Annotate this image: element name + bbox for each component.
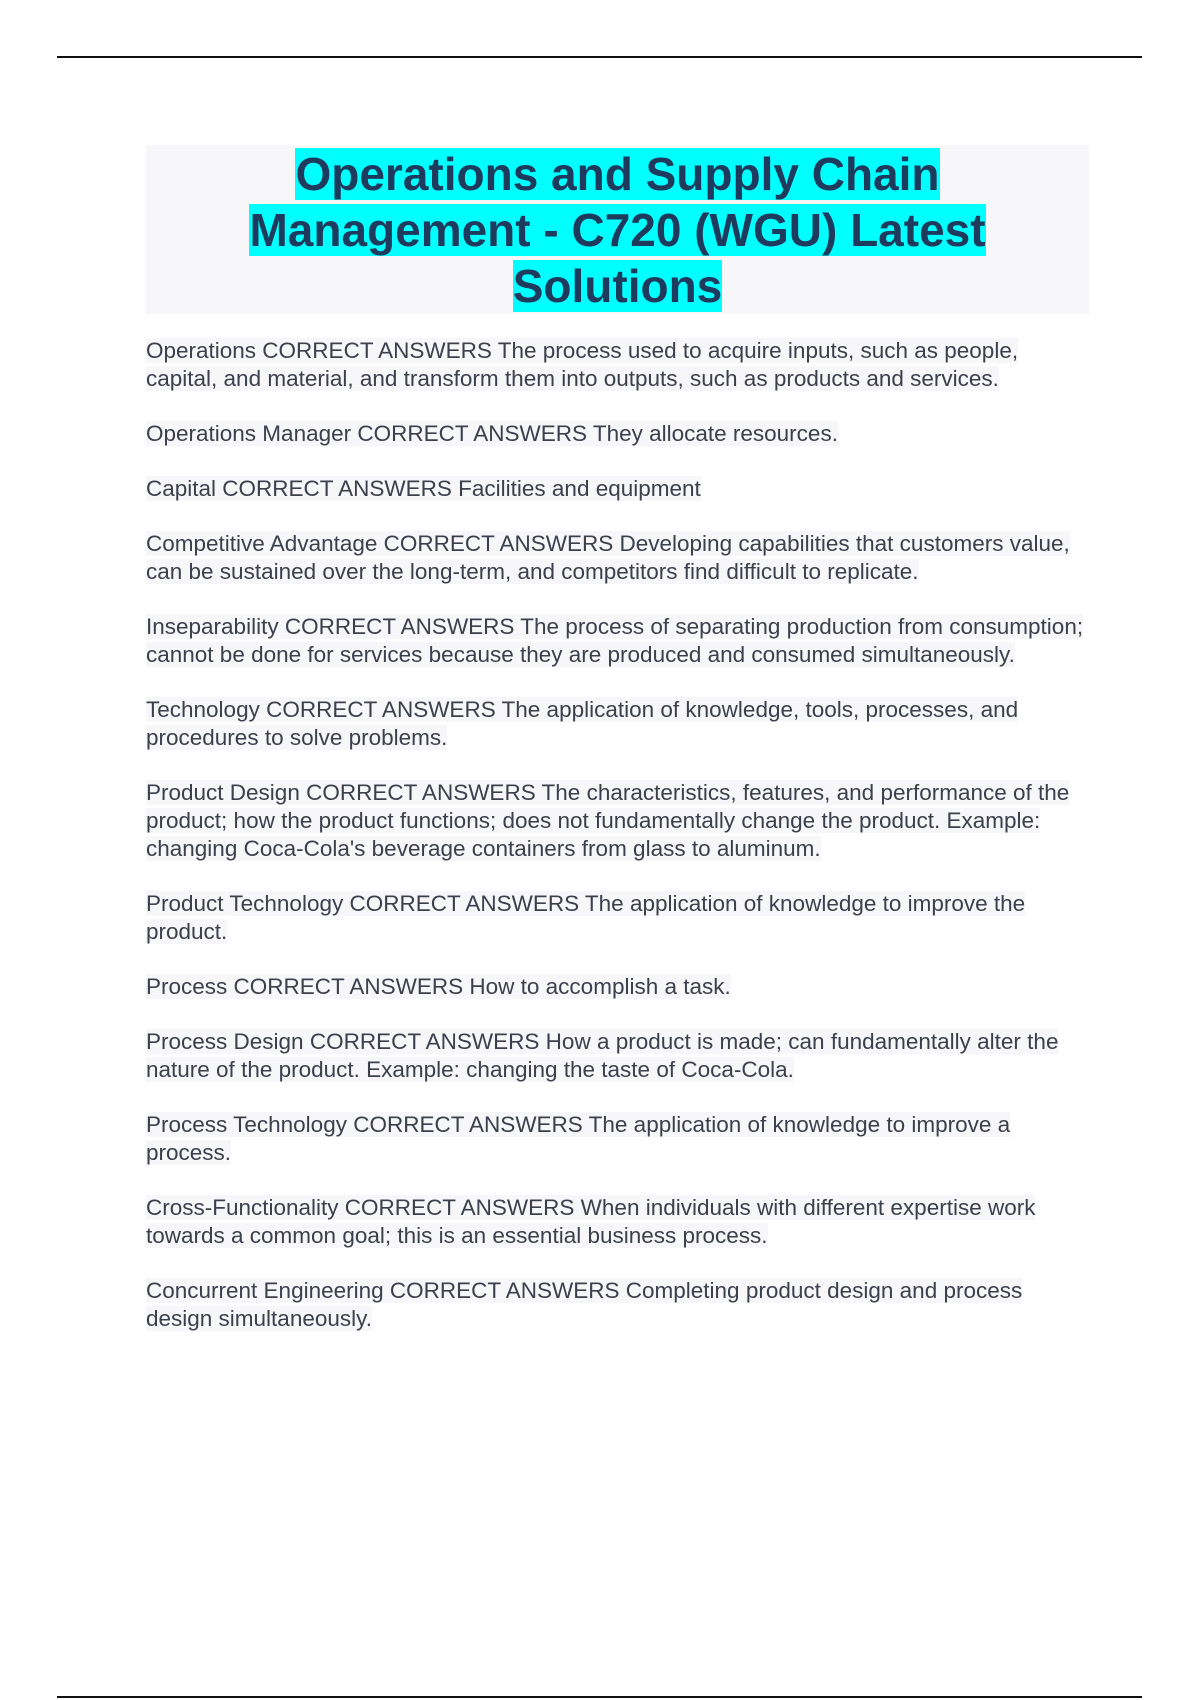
title-line-1: Operations and Supply Chain — [295, 148, 940, 200]
flashcard-entry: Product Design CORRECT ANSWERS The characteristics, features, and performance of the product; how the product functions; does not fundamentally change the product. Example: changing Coca-Cola's beverage containers from glass to aluminum. — [146, 780, 1070, 861]
flashcard-entry: Operations Manager CORRECT ANSWERS They allocate resources. — [146, 421, 838, 446]
flashcard-entry: Capital CORRECT ANSWERS Facilities and equipment — [146, 476, 701, 501]
flashcard-entry: Process Design CORRECT ANSWERS How a product is made; can fundamentally alter the nature of the product. Example: changing the taste of Coca-Cola. — [146, 1029, 1059, 1082]
flashcard-entry: Process Technology CORRECT ANSWERS The application of knowledge to improve a process. — [146, 1112, 1011, 1165]
flashcard-list — [146, 337, 1089, 1360]
title-block — [146, 145, 1089, 314]
bottom-rule — [57, 1696, 1142, 1698]
flashcard-entry: Competitive Advantage CORRECT ANSWERS Developing capabilities that customers value, can be sustained over the long-term, and competitors find difficult to replicate. — [146, 531, 1070, 584]
flashcard-entry: Process CORRECT ANSWERS How to accomplish a task. — [146, 974, 731, 999]
title-line-2: Management - C720 (WGU) Latest — [249, 204, 986, 256]
flashcard-entry: Concurrent Engineering CORRECT ANSWERS Completing product design and process design simultaneously. — [146, 1278, 1023, 1331]
flashcard-entry: Technology CORRECT ANSWERS The application of knowledge, tools, processes, and procedures to solve problems. — [146, 697, 1019, 750]
flashcard-entry: Product Technology CORRECT ANSWERS The application of knowledge to improve the product. — [146, 891, 1026, 944]
flashcard-entry: Inseparability CORRECT ANSWERS The process of separating production from consumption; cannot be done for services because they are produced and consumed simultaneously. — [146, 614, 1084, 667]
flashcard-entry: Cross-Functionality CORRECT ANSWERS When individuals with different expertise work towards a common goal; this is an essential business process. — [146, 1195, 1036, 1248]
document-title — [146, 146, 1089, 314]
title-line-3: Solutions — [512, 260, 723, 312]
top-rule — [57, 56, 1142, 58]
flashcard-entry: Operations CORRECT ANSWERS The process used to acquire inputs, such as people, capital, and material, and transform them into outputs, such as products and services. — [146, 338, 1019, 391]
